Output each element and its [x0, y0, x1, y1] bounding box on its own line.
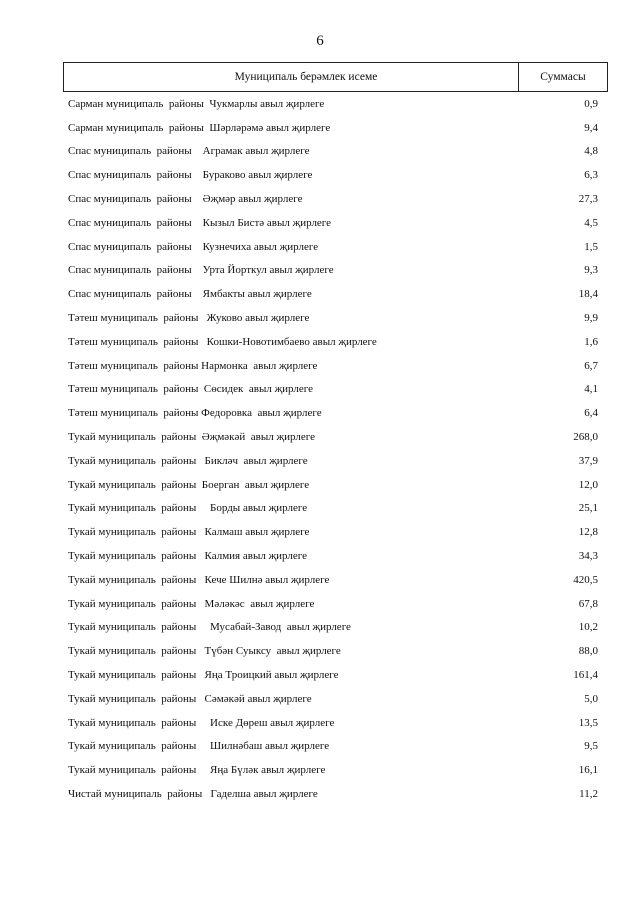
sum-value: 67,8	[578, 597, 598, 610]
municipality-name: Тукай муниципаль районы Мусабай-Завод авыл җирлеге	[68, 621, 351, 634]
municipality-name: Спас муниципаль районы Әҗмәр авыл җирлеге	[68, 193, 303, 206]
sum-value: 9,9	[584, 312, 598, 325]
table-row	[68, 544, 598, 568]
sum-value: 9,3	[584, 264, 598, 277]
sum-value: 88,0	[578, 645, 598, 658]
table-header	[63, 62, 608, 92]
sum-value: 25,1	[578, 502, 598, 515]
sum-value: 1,5	[584, 240, 598, 253]
municipality-name: Тәтеш муниципаль районы Сөсидек авыл җирлеге	[68, 383, 314, 396]
municipality-name: Сарман муниципаль районы Шәрләрәмә авыл җирлеге	[68, 121, 331, 134]
table-row	[68, 354, 598, 378]
sum-value: 11,2	[579, 788, 598, 800]
municipality-name: Чистай муниципаль районы Гаделша авыл җирлеге	[68, 788, 318, 800]
table-row	[68, 259, 598, 283]
municipality-name: Тукай муниципаль районы Сәмәкәй авыл җирлеге	[68, 692, 312, 705]
column-header-name: Муниципаль берәмлек исеме	[64, 63, 519, 91]
sum-value: 27,3	[578, 193, 598, 206]
table-row	[68, 140, 598, 164]
sum-value: 37,9	[578, 454, 598, 467]
sum-value: 4,1	[584, 383, 598, 396]
municipality-name: Тәтеш муниципаль районы Федоровка авыл җирлеге	[68, 407, 322, 420]
municipality-name: Тукай муниципаль районы Иске Дөреш авыл җирлеге	[68, 716, 335, 729]
sum-value: 18,4	[578, 288, 598, 301]
municipality-name: Сарман муниципаль районы Чукмарлы авыл җирлеге	[68, 97, 325, 110]
table-row	[68, 473, 598, 497]
municipality-name: Тукай муниципаль районы Әҗмәкәй авыл җирлеге	[68, 431, 315, 444]
sum-value: 6,7	[584, 359, 598, 372]
table-row	[68, 639, 598, 663]
table-row	[68, 782, 598, 806]
table-row	[68, 235, 598, 259]
sum-value: 34,3	[578, 550, 598, 563]
sum-value: 16,1	[578, 764, 598, 777]
column-header-sum: Суммасы	[540, 71, 586, 83]
table-row	[68, 378, 598, 402]
page-number: 6	[316, 33, 324, 49]
table-row	[68, 616, 598, 640]
sum-value: 6,4	[584, 407, 598, 420]
municipality-name: Тукай муниципаль районы Боерган авыл җирлеге	[68, 478, 310, 491]
sum-value: 4,8	[584, 145, 598, 158]
table-row	[68, 282, 598, 306]
table-row	[68, 116, 598, 140]
municipality-name: Тәтеш муниципаль районы Нармонка авыл җирлеге	[68, 359, 318, 372]
table-row	[68, 306, 598, 330]
municipality-name: Спас муниципаль районы Ямбакты авыл җирлеге	[68, 288, 312, 301]
table-body	[68, 92, 598, 806]
sum-value: 12,0	[578, 478, 598, 491]
table-row	[68, 401, 598, 425]
municipality-name: Тукай муниципаль районы Калмаш авыл җирлеге	[68, 526, 310, 539]
table-row	[68, 687, 598, 711]
municipality-name: Тукай муниципаль районы Калмия авыл җирлеге	[68, 550, 308, 563]
table-row	[68, 592, 598, 616]
table-row	[68, 330, 598, 354]
sum-value: 6,3	[584, 169, 598, 182]
municipality-name: Тәтеш муниципаль районы Кошки-Новотимбаево авыл җирлеге	[68, 335, 377, 348]
table-row	[68, 187, 598, 211]
municipality-name: Тукай муниципаль районы Кече Шилнә авыл җирлеге	[68, 573, 330, 586]
municipality-name: Тукай муниципаль районы Түбән Суыксу авыл җирлеге	[68, 645, 341, 658]
municipality-name: Тукай муниципаль районы Борды авыл җирлеге	[68, 502, 308, 515]
sum-value: 13,5	[578, 716, 598, 729]
table-row	[68, 520, 598, 544]
table-row	[68, 663, 598, 687]
municipality-name: Спас муниципаль районы Кузнечиха авыл җирлеге	[68, 240, 319, 253]
sum-value: 4,5	[584, 216, 598, 229]
table-row	[68, 497, 598, 521]
municipality-name: Спас муниципаль районы Кызыл Бистә авыл җирлеге	[68, 216, 332, 229]
table-row	[68, 758, 598, 782]
municipality-name: Спас муниципаль районы Аграмак авыл җирлеге	[68, 145, 310, 158]
municipality-name: Тукай муниципаль районы Бикләч авыл җирлеге	[68, 454, 308, 467]
municipality-name: Спас муниципаль районы Урта Йорткул авыл җирлеге	[68, 264, 334, 277]
table-row	[68, 211, 598, 235]
sum-value: 5,0	[584, 692, 598, 705]
municipality-name: Спас муниципаль районы Бураково авыл җирлеге	[68, 169, 313, 182]
sum-value: 161,4	[573, 669, 598, 682]
table-row	[68, 711, 598, 735]
sum-value: 9,5	[584, 740, 598, 753]
sum-value: 12,8	[578, 526, 598, 539]
sum-value: 1,6	[584, 335, 598, 348]
table-row	[68, 568, 598, 592]
table-row	[68, 92, 598, 116]
table-row	[68, 163, 598, 187]
sum-value: 268,0	[573, 431, 598, 444]
sum-value: 10,2	[578, 621, 598, 634]
municipality-name: Тукай муниципаль районы Шилнәбаш авыл җирлеге	[68, 740, 330, 753]
sum-value: 9,4	[584, 121, 598, 134]
municipality-name: Тәтеш муниципаль районы Жуково авыл җирлеге	[68, 312, 310, 325]
municipality-name: Тукай муниципаль районы Яңа Бүләк авыл җирлеге	[68, 764, 326, 777]
municipality-name: Тукай муниципаль районы Мәләкәс авыл җирлеге	[68, 597, 315, 610]
sum-value: 0,9	[584, 97, 598, 110]
table-row	[68, 735, 598, 759]
table-row	[68, 425, 598, 449]
sum-value: 420,5	[573, 573, 598, 586]
table-row	[68, 449, 598, 473]
municipality-name: Тукай муниципаль районы Яңа Троицкий авыл җирлеге	[68, 669, 339, 682]
